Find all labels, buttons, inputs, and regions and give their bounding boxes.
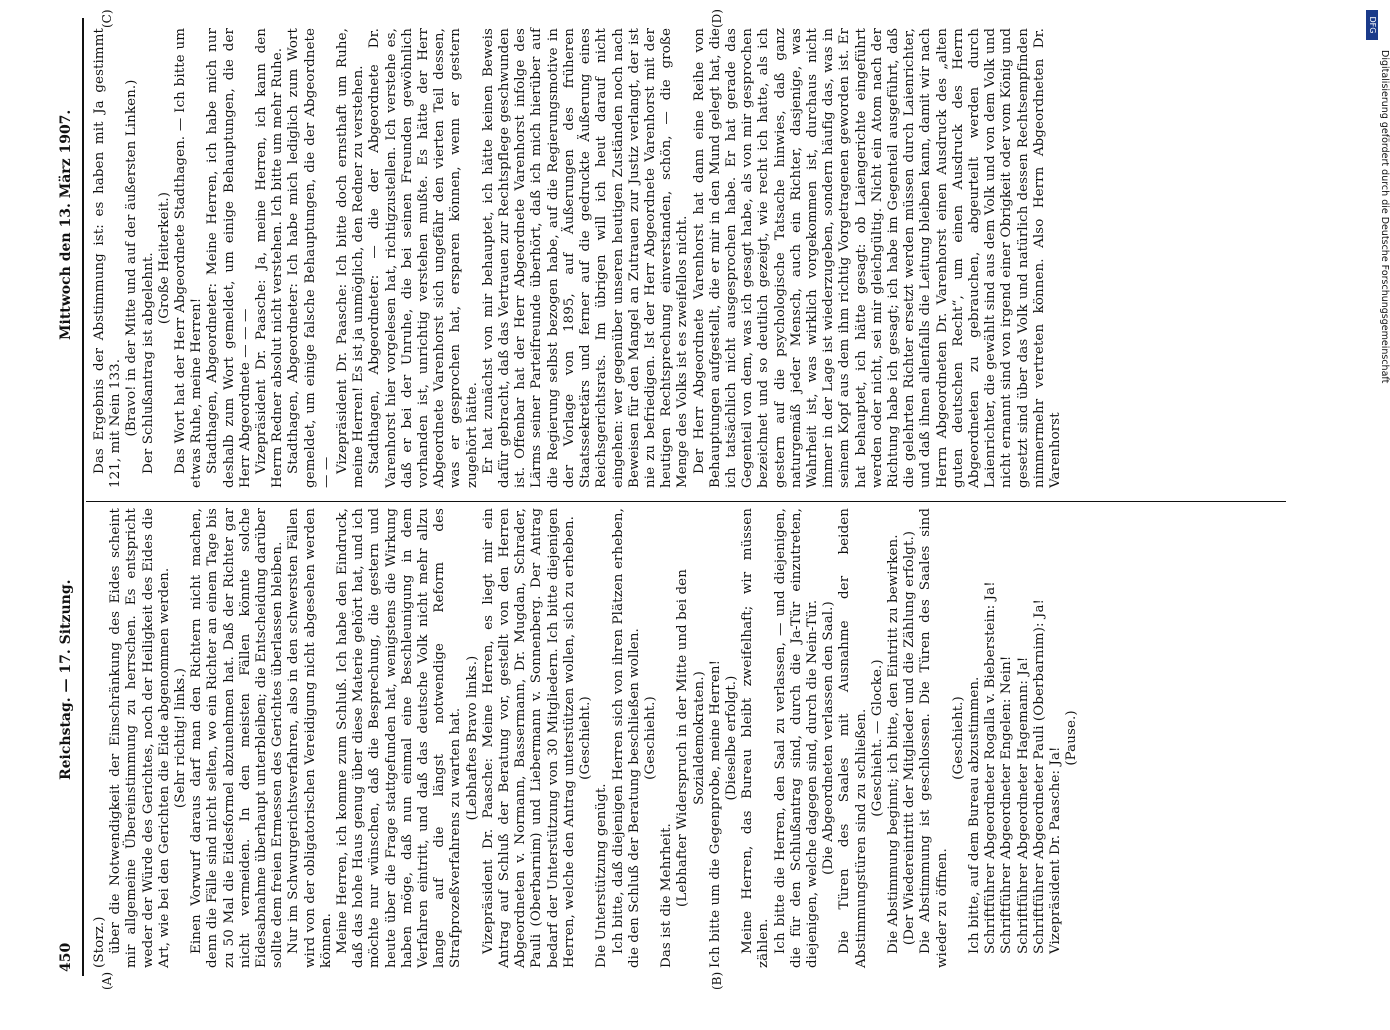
paragraph: Das Ergebnis der Abstimmung ist: es haben mit Ja gestimmt 121, mit Nein 133.: [92, 28, 124, 488]
paragraph: Vizepräsident Dr. Paasche: Ja!: [1047, 746, 1063, 954]
paragraph: Stadthagen, Abgeordneter: Ich habe mich lediglich zum Wort gemeldet, um einige falsche Behauptungen, die der Abgeordnete — —: [286, 28, 334, 488]
paragraph: Stadthagen, Abgeordneter: — die der Abgeordnete Dr. Varenhorst hier vorgelesen hat, richtigzustellen. Ich verstehe es, daß er bei der Unruhe, die bei seinen Freunden gewöhnlich vorhanden ist, unrichtig verstehen mußte. Es hätte der Herr Abgeordnete Varenhorst sich ungefähr den vierten Teil dessen, was er gesprochen hat, ersparen können, wenn er gestern zugehört hätte.: [367, 28, 480, 488]
margin-mark-b: (B): [710, 971, 724, 990]
paragraph: (Die Abgeordneten verlassen den Saal.): [821, 601, 837, 875]
paragraph: Die Türen des Saales mit Ausnahme der beiden Abstimmungstüren sind zu schließen.: [837, 508, 869, 968]
paragraph: Nur im Schwurgerichtsverfahren, also in den schwersten Fällen wird von der obligatorischen Vereidigung nicht abgesehen werden können.: [286, 508, 334, 968]
margin-mark-a: (A): [100, 971, 114, 990]
margin-mark-d: (D): [710, 9, 724, 28]
paragraph: Das Wort hat der Herr Abgeordnete Stadthagen. — Ich bitte um etwas Ruhe, meine Herren!: [173, 28, 205, 488]
paragraph: (Bravo! in der Mitte und auf der äußersten Linken.): [124, 79, 140, 437]
paragraph: Er hat zunächst von mir behauptet, ich hätte keinen Beweis dafür gebracht, daß das Vertrauen zur Rechtspflege geschwunden ist. Offenbar hat der Herr Abgeordnete Varenhorst infolge des Lärms seiner Parteifreunde überhört, daß ich mich hierüber auf die Regierung selbst bezogen habe, auf die Regierungsmotive in der Vorlage von 1895, auf Äußerungen des früheren Staatssekretärs und ferner auf die gedruckte Äußerung eines Reichsgerichtsrats. Im übrigen will ich heut darauf nicht eingehen: wer gegenüber unseren heutigen Zuständen noch nach Beweisen für den Mangel an Zutrauen zur Justiz verlangt, der ist nie zu befriedigen. Ist der Herr Abgeordnete Varenhorst mit der heutigen Rechtsprechung einverstanden, schön, — die große Menge des Volks ist es zweifellos nicht.: [480, 28, 691, 488]
paragraph: (Geschieht. — Glocke.): [869, 659, 885, 817]
paragraph: (Sehr richtig! links.): [173, 667, 189, 809]
paragraph: (Große Heiterkeit.): [156, 191, 172, 325]
paragraph: Meine Herren, das Bureau bleibt zweifelhaft; wir müssen zählen.: [740, 508, 772, 968]
paragraph: Schriftführer Abgeordneter Rogalla v. Bieberstein: Ja!: [983, 581, 999, 954]
dedication-note: [1378, 10, 1390, 990]
left-text-column: [92, 508, 1080, 968]
paragraph: Vizepräsident Dr. Paasche: Ich bitte doch ernsthaft um Ruhe, meine Herren! Es ist ja unmöglich, den Redner zu verstehen.: [335, 28, 367, 488]
paragraph: Die Unterstützung genügt.: [594, 783, 610, 968]
paragraph: Ich bitte, auf dem Bureau abzustimmen.: [966, 676, 982, 954]
margin-mark-c: (C): [100, 9, 114, 28]
paragraph: über die Notwendigkeit der Einschränkung des Eides scheint mir allgemeine Übereinstimmung zu herrschen. Es entspricht weder der Würde des Gerichtes, noch der Heiligkeit des Eides die Art, wie bei den Gerichten die Eide abgenommen werden.: [108, 508, 172, 968]
page-number: 450: [58, 942, 74, 972]
paragraph: Schriftführer Abgeordneter Hagemann: Ja!: [1015, 656, 1031, 954]
paragraph: (Dieselbe erfolgt.): [723, 675, 739, 801]
paragraph: Vizepräsident Dr. Paasche: Ja, meine Herren, ich kann den Herrn Redner absolut nicht verstehen. Ich bitte um mehr Ruhe.: [254, 28, 286, 488]
paragraph: Die Abstimmung beginnt; ich bitte, den Eintritt zu bewirken.: [885, 534, 901, 954]
dfg-logo: [1366, 10, 1378, 40]
paragraph: Einen Vorwurf daraus darf man den Richtern nicht machen, denn die Fälle sind nicht selten, wo ein Richter an einem Tage bis zu 50 Mal die Eidesformel abzunehmen hat. Daß der Richter gar nicht vermeiden. In den meisten Fällen könnte solche Eidesabnahme überhaupt unterbleiben; die Entscheidung darüber sollte dem freien Ermessen des Gerichtes überlassen bleiben.: [189, 508, 286, 968]
paragraph: Der Schlußantrag ist abgelehnt.: [140, 252, 156, 474]
right-text-column: [92, 28, 1064, 488]
dfg-logo-text: DFG: [1368, 16, 1377, 34]
paragraph: (Geschieht.): [642, 696, 658, 780]
paragraph: Das ist die Mehrheit.: [659, 823, 675, 968]
paragraph: Meine Herren, ich komme zum Schluß. Ich habe den Eindruck, daß das hohe Haus genug über diese Materie gehört hat, und ich möchte nur wünschen, daß die Besprechung, die gestern und heute über die Frage stattgefunden hat, wenigstens die Wirkung haben möge, daß nun einmal eine Beschleunigung in dem Verfahren eintritt, und daß das deutsche Volk nicht mehr allzu lange auf die längst notwendige Reform des Strafprozeßverfahrens zu warten hat.: [335, 508, 464, 968]
paragraph: (Geschieht.): [578, 696, 594, 780]
rotated-page-content: [0, 10, 1300, 990]
right-running-title: Mittwoch den 13. März 1907.: [58, 109, 74, 340]
paragraph: Die Abstimmung ist geschlossen. Die Türen des Saales sind wieder zu öffnen.: [918, 508, 950, 968]
paragraph: (Lebhafter Widerspruch in der Mitte und bei den Sozialdemokraten.): [675, 569, 707, 907]
paragraph: Ich bitte die Herren, den Saal zu verlassen, — und diejenigen, die für den Schlußantrag sind, durch die Ja-Tür einzutreten, diejenigen, welche dagegen sind, durch die Nein-Tür.: [772, 508, 820, 968]
column-divider: [86, 501, 1286, 502]
paragraph: Vizepräsident Dr. Paasche: Meine Herren, es liegt mir ein Antrag auf Schluß der Beratung vor, gestellt von den Herren Abgeordneten v. Normann, Bassermann, Dr. Mugdan, Schrader, Pauli (Oberbarnim) und Liebermann v. Sonnenberg. Der Antrag bedarf der Unterstützung von 30 Mitgliedern. Ich bitte diejenigen Herren, welche den Antrag unterstützen wollen, sich zu erheben.: [480, 508, 577, 968]
paragraph: (Lebhaftes Bravo links.): [464, 655, 480, 821]
paragraph: Der Herr Abgeordnete Varenhorst hat dann eine Reihe von Behauptungen aufgestellt, die er mir in den Mund gelegt hat, die ich tatsächlich nicht ausgesprochen habe. Er hat gerade das Gegenteil von dem, was ich gesagt habe, als von mir gesprochen bezeichnet und so deutlich gezeigt, wie recht ich hatte, als ich gestern auf die psychologische Tatsache hinwies, daß ganz naturgemäß jeder Mensch, auch ein Richter, dasjenige, was Wahrheit ist, was wirklich vorgekommen ist, durchaus nicht immer in der Lage ist wiederzugeben, sondern häufig das, was in seinem Kopf aus dem ihm richtig Vorgetragenen geworden ist. Er hat behauptet, ich hätte gesagt: ob Laiengerichte eingeführt werden oder nicht, sei mir gleichgültig. Nicht ein Atom nach der Richtung habe ich gesagt; ich habe im Gegenteil ausgeführt, daß die gelehrten Richter ersetzt werden müssen durch Laienrichter, und daß ihnen allenfalls die Leitung bleiben kann, damit wir nach Herrn Abgeordneten Dr. Varenhorst einen Ausdruck des „alten guten deutschen Recht“, um einen Ausdruck des Herrn Abgeordneten zu gebrauchen, abgeurteilt werden durch Laienrichter, die gewählt sind aus dem Volk und von dem Volk und nicht ernannt sind von irgend einer Obrigkeit oder vom König und gesetzt sind über das Volk und natürlich dessen Rechtsempfinden nimmermehr vertreten können. Also Herrn Abgeordneten Dr. Varenhorst: [691, 28, 1063, 488]
paragraph: Ich bitte, daß diejenigen Herren sich von ihren Plätzen erheben, die den Schluß der Beratung beschließen wollen.: [610, 508, 642, 968]
paragraph: (Geschieht.): [950, 696, 966, 780]
paragraph: Stadthagen, Abgeordneter: Meine Herren, ich habe mich nur deshalb zum Wort gemeldet, um einige Behauptungen, die der Herr Abgeordnete — — —: [205, 28, 253, 488]
paragraph: (Der Wiedereintritt der Mitglieder und die Zählung erfolgt.): [902, 530, 918, 946]
header-rule: [82, 18, 84, 976]
left-running-title: Reichstag. — 17. Sitzung.: [58, 579, 74, 780]
paragraph: Schriftführer Abgeordneter Engelen: Nein!: [999, 655, 1015, 954]
paragraph: Schriftführer Abgeordneter Pauli (Oberbarnim): Ja!: [1031, 598, 1047, 954]
paragraph: (Storz.): [92, 916, 107, 968]
paragraph: Ich bitte um die Gegenprobe, meine Herren!: [707, 659, 723, 968]
dedication-text: Digitalisierung gefördert durch die Deutsche Forschungsgemeinschaft: [1379, 50, 1390, 384]
paragraph: (Pause.): [1064, 710, 1080, 766]
